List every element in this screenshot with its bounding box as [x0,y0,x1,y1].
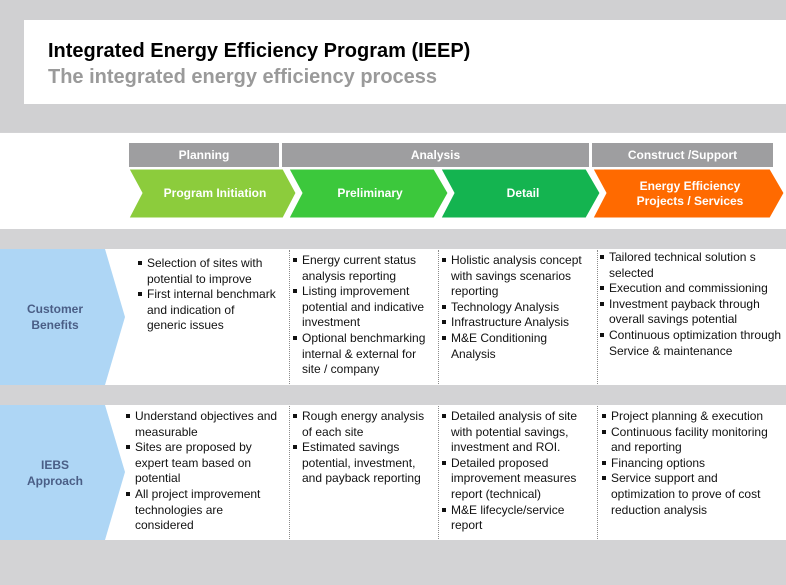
cell-cb-projects [599,250,785,359]
phase-tab-construct-support: Construct /Support [592,143,773,167]
divider [597,250,598,384]
step-label-energy-efficiency: Energy Efficiency Projects / Services [636,178,744,208]
divider [438,406,439,539]
list-item: Project planning & execution [601,409,785,425]
divider [438,250,439,384]
list-item: M&E lifecycle/service report [441,503,591,534]
list-item: All project improvement technologies are considered [125,487,283,534]
list-item: Continuous facility monitoring and reporting [601,425,785,456]
list-item: Energy current status analysis reporting [292,253,436,284]
list-item: Listing improvement potential and indicative investment [292,284,436,331]
list-item: Selection of sites with potential to improve [137,256,277,287]
list-item: Detailed proposed improvement measures report (technical) [441,456,591,503]
cell-ia-planning [125,409,283,534]
cell-cb-planning [137,256,277,334]
step-label-program-initiation: Program Initiation [163,186,267,200]
list-item: Service support and optimization to prove of cost reduction analysis [601,471,785,518]
list-item: Tailored technical solution s selected [599,250,785,281]
divider [597,406,598,539]
cell-ia-preliminary [292,409,437,487]
page-subtitle: The integrated energy efficiency process [48,66,438,88]
divider [289,406,290,539]
list-item: Execution and commissioning [599,281,785,297]
list-item: Rough energy analysis of each site [292,409,437,440]
cell-ia-detail [441,409,591,534]
list-item: Financing options [601,456,785,472]
cell-cb-preliminary [292,253,436,378]
list-item: First internal benchmark and indication of generic issues [137,287,277,334]
list-item: Infrastructure Analysis [441,315,591,331]
divider [289,250,290,384]
list-item: Continuous optimization through Service & maintenance [599,328,785,359]
list-item: Optional benchmarking internal & external for site / company [292,331,436,378]
page-title: Integrated Energy Efficiency Program (IEEP) [48,40,471,62]
phase-tab-planning: Planning [129,143,279,167]
list-item: Estimated savings potential, investment, and payback reporting [292,440,437,487]
list-item: Understand objectives and measurable [125,409,283,440]
row-label-iebs-approach: IEBS Approach [26,457,83,488]
step-label-detail: Detail [506,186,540,200]
row-label-customer-benefits: Customer Benefits [26,302,83,332]
phase-tab-analysis: Analysis [282,143,589,167]
list-item: M&E Conditioning Analysis [441,331,591,362]
list-item: Investment payback through overall savings potential [599,297,785,328]
cell-ia-projects [601,409,785,518]
list-item: Detailed analysis of site with potential savings, investment and ROI. [441,409,591,456]
list-item: Holistic analysis concept with savings scenarios reporting [441,253,591,300]
phase-tab-tip [129,143,137,167]
cell-cb-detail [441,253,591,362]
list-item: Sites are proposed by expert team based on potential [125,440,283,487]
step-label-preliminary: Preliminary [337,186,403,200]
list-item: Technology Analysis [441,300,591,316]
